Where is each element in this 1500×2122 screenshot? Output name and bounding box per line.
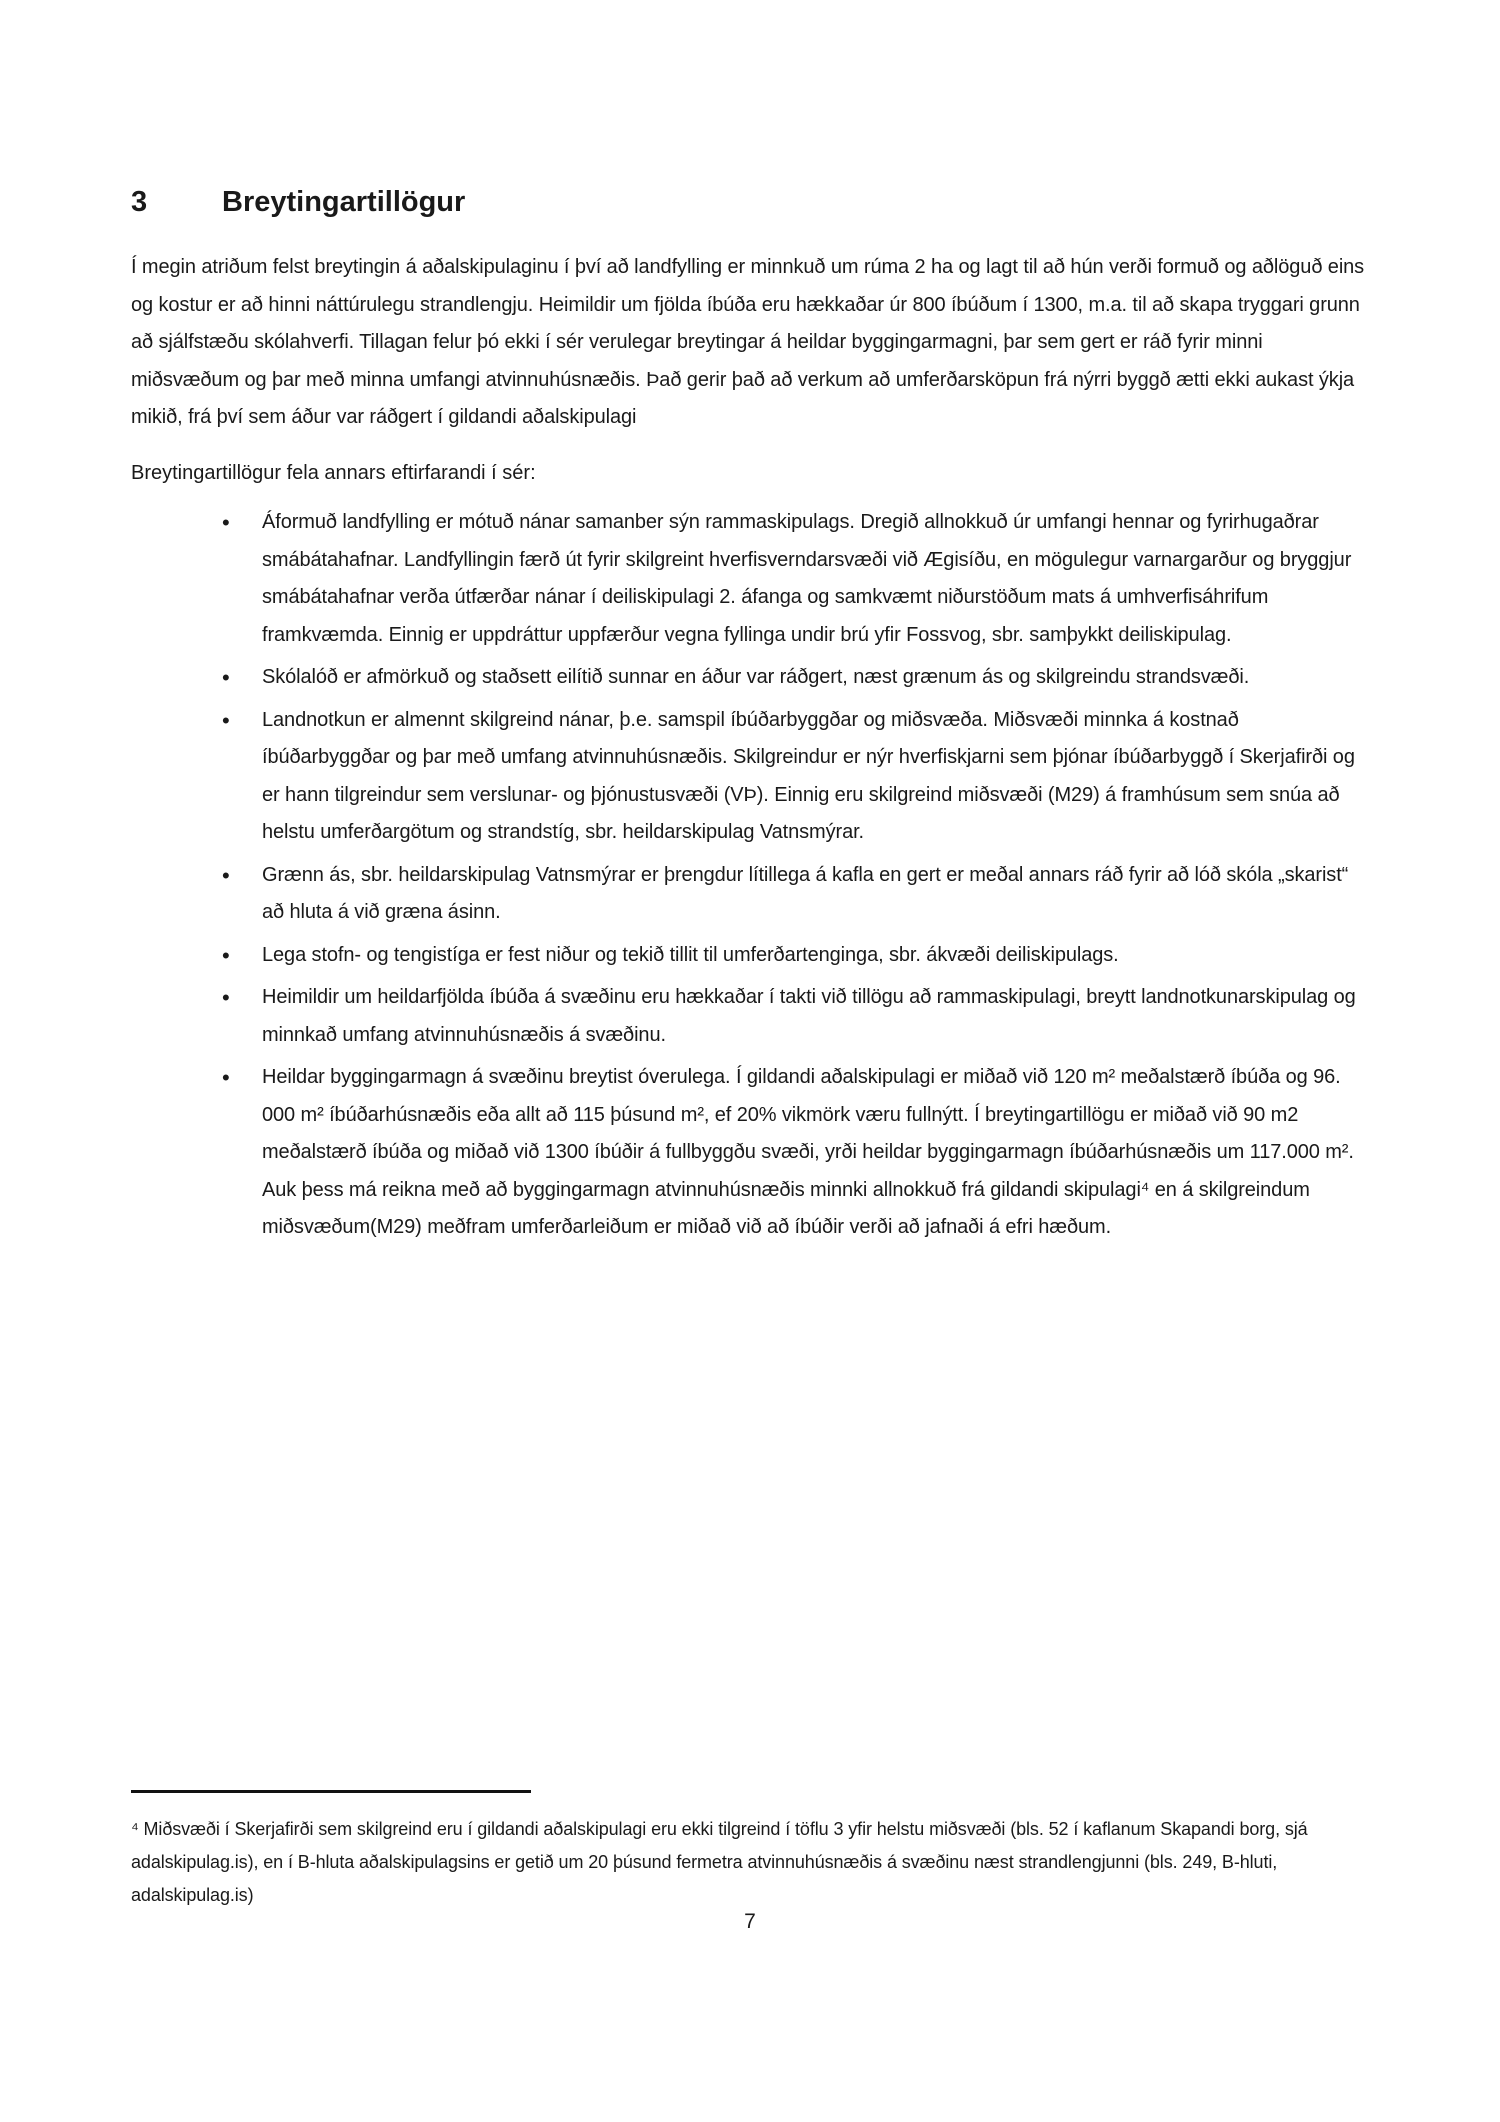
list-item-heimildir: • Heimildir um heildarfjölda íbúða á svæðinu eru hækkaðar í takti við tillögu að rammaskipulagi, breytt landnotkunarskipulag og minnkað umfang atvinnuhúsnæðis á svæðinu. — [131, 979, 1370, 1054]
list-item-landnotkun: • Landnotkun er almennt skilgreind nánar, þ.e. samspil íbúðarbyggðar og miðsvæða. Miðsvæði minnka á kostnað íbúðarbyggðar og þar með umfang atvinnuhúsnæðis. Skilgreindur er nýr hverfiskjarni sem þjónar íbúðarbyggð í Skerjafirði og er hann tilgreindur sem verslunar- og þjónustusvæði (VÞ). Einnig eru skilgreind miðsvæði (M29) á framhúsum sem snúa að helstu umferðargötum og strandstíg, sbr. heildarskipulag Vatnsmýrar. — [131, 702, 1370, 852]
intro-paragraph: Í megin atriðum felst breytingin á aðalskipulaginu í því að landfylling er minnkuð um rúma 2 ha og lagt til að hún verði formuð og aðlöguð eins og kostur er að hinni náttúrulegu strandlengju. Heimildir um fjölda íbúða eru hækkaðar úr 800 íbúðum í 1300, m.a. til að skapa tryggari grunn að sjálfstæðu skólahverfi. Tillagan felur þó ekki í sér verulegar breytingar á heildar byggingarmagni, þar sem gert er ráð fyrir minni miðsvæðum og þar með minna umfangi atvinnuhúsnæðis. Það gerir það að verkum að umferðarsköpun frá nýrri byggð ætti ekki aukast ýkja mikið, frá því sem áður var ráðgert í gildandi aðalskipulagi — [131, 256, 1365, 428]
section-heading — [131, 186, 1370, 219]
change-list — [131, 504, 1370, 1247]
footnote-separator — [131, 1790, 531, 1793]
footnote: ⁴ Miðsvæði í Skerjafirði sem skilgreind eru í gildandi aðalskipulagi eru ekki tilgreind í töflu 3 yfir helstu miðsvæði (bls. 52 í kaflanum Skapandi borg, sjá adalskipulag.is), en í B-hluta aðalskipulagsins er getið um 20 þúsund fermetra atvinnuhúsnæðis á svæðinu næst strandlengjunni (bls. 249, B-hluti, adalskipulag.is) — [131, 1819, 1308, 1905]
section-title: Breytingartillögur — [222, 186, 466, 218]
section-number: 3 — [131, 186, 148, 218]
list-item-graenn-as: • Grænn ás, sbr. heildarskipulag Vatnsmýrar er þrengdur lítillega á kafla en gert er meðal annars ráð fyrir að lóð skóla „skarist“ að hluta á við græna ásinn. — [131, 857, 1370, 932]
footnote-area — [131, 1790, 1370, 1912]
page-number: 7 — [744, 1910, 756, 1933]
list-lead-in: Breytingartillögur fela annars eftirfarandi í sér: — [131, 461, 536, 484]
list-item-stigar: • Lega stofn- og tengistíga er fest niður og tekið tillit til umferðartenginga, sbr. ákvæði deiliskipulags. — [131, 937, 1370, 975]
list-item-byggingarmagn: • Heildar byggingarmagn á svæðinu breytist óverulega. Í gildandi aðalskipulagi er miðað við 120 m² meðalstærð íbúða og 96. 000 m² íbúðarhúsnæðis eða allt að 115 þúsund m², ef 20% vikmörk væru fullnýtt. Í breytingartillögu er miðað við 90 m2 meðalstærð íbúða og miðað við 1300 íbúðir á fullbyggðu svæði, yrði heildar byggingarmagn íbúðarhúsnæðis um 117.000 m². Auk þess má reikna með að byggingarmagn atvinnuhúsnæðis minnki allnokkuð frá gildandi skipulagi⁴ en á skilgreindum miðsvæðum(M29) meðfram umferðarleiðum er miðað við að íbúðir verði að jafnaði á efri hæðum. — [131, 1059, 1370, 1247]
list-item-skolalod: • Skólalóð er afmörkuð og staðsett eilítið sunnar en áður var ráðgert, næst grænum ás og skilgreindu strandsvæði. — [131, 659, 1370, 697]
list-item-landfylling: • Áformuð landfylling er mótuð nánar samanber sýn rammaskipulags. Dregið allnokkuð úr umfangi hennar og fyrirhugaðrar smábátahafnar. Landfyllingin færð út fyrir skilgreint hverfisverndarsvæði við Ægisíðu, en mögulegur varnargarður og bryggjur smábátahafnar verða útfærðar nánar í deiliskipulagi 2. áfanga og samkvæmt niðurstöðum mats á umhverfisáhrifum framkvæmda. Einnig er uppdráttur uppfærður vegna fyllinga undir brú yfir Fossvog, sbr. samþykkt deiliskipulag. — [131, 504, 1370, 654]
